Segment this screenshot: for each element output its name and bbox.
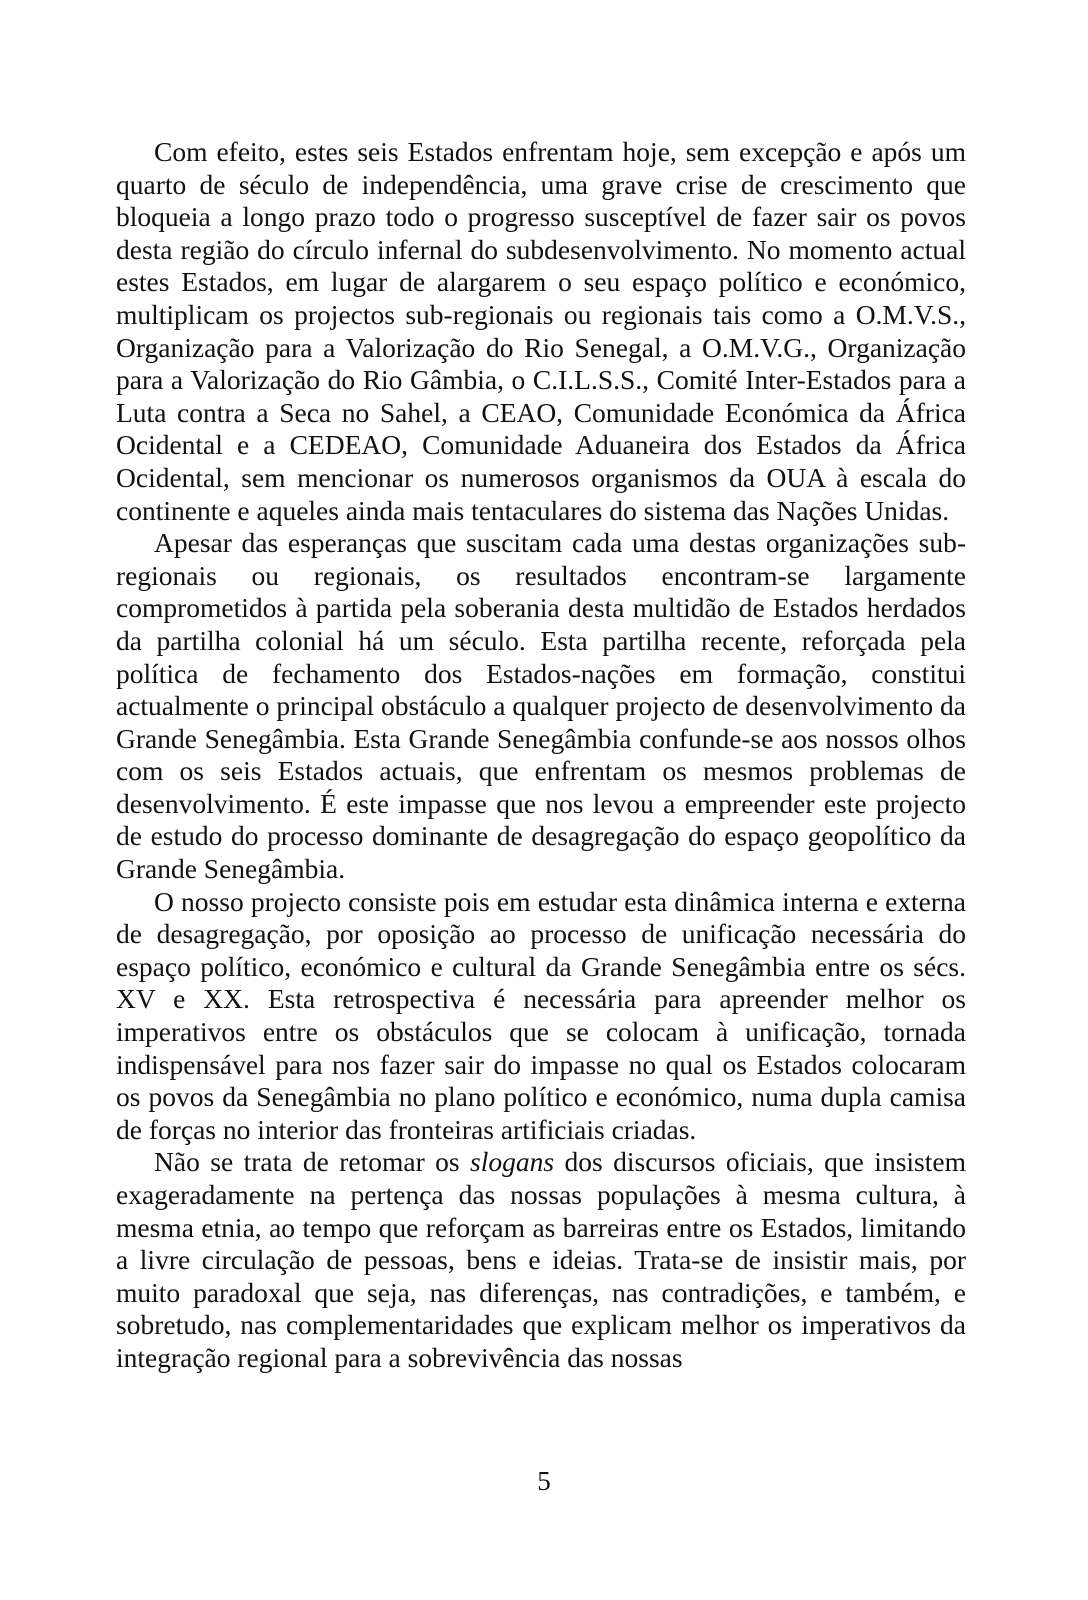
paragraph-4-start: Não se trata de retomar os (154, 1146, 471, 1178)
page-body (116, 136, 966, 1375)
page-number: 5 (537, 1466, 551, 1496)
paragraph-1: Com efeito, estes seis Estados enfrentam hoje, sem excepção e após um quarto de século de independência, uma grave crise de crescimento que bloqueia a longo prazo todo o progresso susceptível de fazer sair os povos desta região do círculo infernal do subdesenvolvimento. No momento actual estes Estados, em lugar de alargarem o seu espaço político e económico, multiplicam os projectos sub-regionais ou regionais tais como a O.M.V.S., Organização para a Valorização do Rio Senegal, a O.M.V.G., Organização para a Valorização do Rio Gâmbia, o C.I.L.S.S., Comité Inter-Estados para a Luta contra a Seca no Sahel, a CEAO, Comunidade Económica da África Ocidental e a CEDEAO, Comunidade Aduaneira dos Estados da África Ocidental, sem mencionar os numerosos organismos da OUA à escala do continente e aqueles ainda mais tentaculares do sistema das Nações Unidas. (116, 136, 966, 526)
paragraph-2: Apesar das esperanças que suscitam cada uma destas organizações sub-regionais ou regionais, os resultados encontram-se largamente comprometidos à partida pela soberania desta multidão de Estados herdados da partilha colonial há um século. Esta partilha recente, reforçada pela política de fechamento dos Estados-nações em formação, constitui actualmente o principal obstáculo a qualquer projecto de desenvolvimento da Grande Senegâmbia. Esta Grande Senegâmbia confunde-se aos nossos olhos com os seis Estados actuais, que enfrentam os mesmos problemas de desenvolvimento. É este impasse que nos levou a empreender este projecto de estudo do processo dominante de desagregação do espaço geopolítico da Grande Senegâmbia. (116, 527, 966, 885)
slogans-emphasis: slogans (470, 1146, 555, 1178)
paragraph-3: O nosso projecto consiste pois em estudar esta dinâmica interna e externa de desagregação, por oposição ao processo de unificação necessária do espaço político, económico e cultural da Grande Senegâmbia entre os sécs. XV e XX. Esta retrospectiva é necessária para apreender melhor os imperativos entre os obstáculos que se colocam à unificação, tornada indispensável para nos fazer sair do impasse no qual os Estados colocaram os povos da Senegâmbia no plano político e económico, numa dupla camisa de forças no interior das fronteiras artificiais criadas. (116, 885, 966, 1145)
paragraph-4-end: dos discursos oficiais, que insistem exageradamente na pertença das nossas populações à mesma cultura, à mesma etnia, ao tempo que reforçam as barreiras entre os Estados, limitando a livre circulação de pessoas, bens e ideias. Trata-se de insistir mais, por muito paradoxal que seja, nas diferenças, nas contradições, e também, e sobretudo, nas complementaridades que explicam melhor os imperativos da integração regional para a sobrevivência das nossas (116, 1146, 966, 1373)
paragraph-4 (116, 1146, 966, 1374)
